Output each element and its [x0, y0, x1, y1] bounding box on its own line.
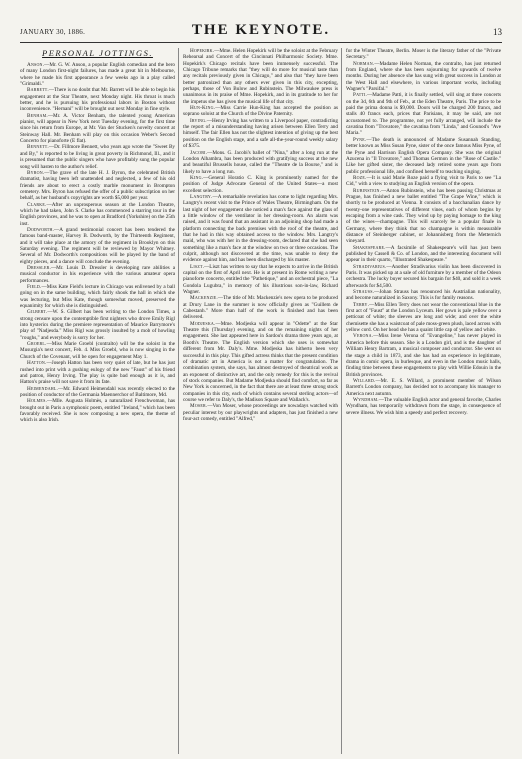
jotting-text: —Mr. Louis D. Dressler is developing rare abilities a musical conductor in his experience with the various amateur opera performances.: [20, 265, 175, 284]
jotting-name: Benham.: [27, 112, 48, 119]
jotting-text: —Henry Irving has written to a Liverpool paper, contradicting the report of a misunderstanding having arisen between Ellen Terry and himself. The fair Ellen has not the slightest intention of giving up the best position on the English stage, and a safe all-the-year-round weekly salary of $375.: [183, 117, 338, 150]
jotting-item: [20, 202, 175, 227]
jotting-item: [20, 360, 175, 385]
jotting-text: —Madame Helen Norman, the contralto, has just returned from England, where she has been sojourning for upwards of twelve months. During her absence she has sung with great success in London at the West Hall and elsewhere, in various important works, including Wagner's "Parsifal.": [346, 60, 501, 93]
jotting-text: —The title of Mr. Mackenzie's new opera to be produced at Drury Lane in the summer is now officially given as "Guillem de Cabestanh." More than half of the work is finished and has been delivered.: [183, 295, 338, 321]
jotting-text: —Mr. G. W. Anson, a popular English comedian and the bero of many London first-night failures, has made a great hit in Melbourne, where he made his first appearance a few weeks ago in a play called "Grimaldi.": [20, 62, 175, 88]
jotting-text: —Miss Kate Field's lecture in Chicago was enlivened by a ball going on in the same building, which fairly shook the hall in which she was lecturing, but Miss Kate, though somewhat moved, preserved the equanimity for which she is distinguished.: [20, 284, 175, 310]
jotting-name: Liszt.: [190, 263, 205, 270]
column-divider: [341, 48, 342, 754]
jotting-text: —After an unprosperous season at the London Theatre, which he had taken, John S. Clarke has commenced a starring tour in the English provinces, and he was to open at Bradford (Yorkshire) on the 25th inst.: [20, 201, 175, 227]
column-3: [346, 48, 501, 754]
jotting-item: [20, 265, 175, 284]
column-divider: [178, 48, 179, 754]
jotting-text: —Mr. Edward Heimendahl was recently elected to the position of conductor of the Germania Maennerchor of Baltimore, Md.: [20, 385, 175, 398]
jotting-name: Langtry.: [190, 193, 213, 200]
jotting-name: Field.: [27, 284, 42, 291]
jotting-item: [20, 386, 175, 399]
jotting-name: Patti.: [353, 92, 368, 99]
jotting-name: Holmes.: [27, 398, 47, 405]
jotting-name: Shakespeare.: [353, 244, 386, 251]
jotting-name: Dressler.: [27, 265, 51, 271]
column-1: [20, 48, 175, 754]
jotting-text: for the Winter Theatre, Berlin. Moser is the literary father of the "Private Secretary.": [346, 48, 501, 61]
jotting-item: [346, 302, 501, 334]
jotting-text: —Von Moser, whose proceedings are nowadays watched with peculiar interest by our playwrights and adapters, has just finished a new four-act comedy, entitled "Alfred,": [183, 403, 338, 422]
jotting-name: Gilbert.: [27, 309, 48, 316]
jotting-item: [346, 397, 501, 416]
jotting-name: Strauss.: [353, 289, 375, 296]
jotting-text: —Miss Irene Verona of "Evangeline," has never played in America before this season. She is a London girl, and is the daughter of William Henry Bartram, a musical composer and conductor. She went on the stage a child in 1873, and she has had an experience in legitimate, drama in comic opera, in burlesque, and even in the London music halls, finding time between these engagements to play with Willie Edouin in the British provinces.: [346, 333, 501, 378]
issue-date: JANUARY 30, 1886.: [20, 28, 86, 36]
jotting-item: [20, 398, 175, 423]
jotting-name: Hopekirk.: [190, 48, 215, 54]
jotting-name: Pyne.: [353, 136, 367, 143]
jotting-text: —W. S. Gilbert has been writing to the London Times, a strong censure upon the contemptible first nighters who drove Emily Rigl into hysterics during the premiere representation of Maurice Barrymore's play of "Nadjesda." Miss Rigl was grossly insulted by a mob of howling "roughs," and everybody is sorry for her.: [20, 309, 175, 341]
jotting-text: —A facsimile of Shakespeare's will has just been published by Cassell & Co. of London, and the interesting document will appear in their quarto, "Illustrated Shakespeare.": [346, 244, 501, 264]
jotting-name: Hun-King.: [190, 105, 216, 112]
jotting-item: [183, 48, 338, 105]
jotting-item: [183, 321, 338, 403]
jotting-text: —Mr. A. Victor Benham, the talented young American pianist, will appear in New York next Tuesday evening, for the first time since his return from Europe, at Mr. Van der Stucken's novelty concert at Steinway Hall. Mr. Benham will play on this occasion Weber's Second Concerto for pianoforte (E flat).: [20, 112, 175, 145]
jotting-text: —Mme. Modjeska will appear in "Odette" at the Star Theatre this (Thursday) evening, and on the remaining nights of her engagement. She last appeared here in Sardou's drama three years ago, at Booth's Theatre. The English version which she uses is somewhat different from Mr. Daly's. Mme. Modjeska has hitherto been very successful in this play. This gifted actress thinks that the present condition of dramatic art in America is not a matter for congratulation. The combination system, she says, has almost destroyed of theatrical work as an exponent of distinctive art, and the only remedy for this is the revival of stock companies. But Madame Modjeska should find comfort, so far as New York is concerned, in the fact that there are at least three strong stock companies in this city, each of which contains several sterling actors—of course we refer to Daly's, the Madison Square and Wallack's.: [183, 320, 338, 403]
jotting-text: —Joseph Hatton has been very quiet of late, but he has just rushed into print with a gushing eulogy of the new "Faust" of his friend and patron, Henry Irving. The play is quite bad enough as it is, and Hatton's praise will not save it from its fate.: [20, 360, 175, 386]
jotting-item: [346, 289, 501, 302]
jotting-name: Stradivarius.: [353, 263, 387, 270]
jotting-name: Terry.: [353, 301, 370, 308]
jotting-text: —Dr. Fillmore Bennett, who years ago wrote the "Sweet By and By," is reported to be living in great poverty in Richmond, Ill., and it is presumed that the public singers who have profitably sung the popular song will hasten to the author's relief.: [20, 144, 175, 170]
jotting-name: Anson.: [27, 62, 45, 68]
jotting-name: Byron.: [27, 169, 45, 176]
jotting-text: —It is said Marie Roze paid a flying visit to Paris to see "La Cid," with a view to studying an English version of the opera.: [346, 174, 501, 188]
jotting-text: —Anton Rubinstein, who has been passing Christmas at Prague, has finished a new ballet entitled "The Grape Wine," which is shortly to be produced at Vienna. It consists of a bacchanalian dance by twenty-one representatives of different vines, each of whom begins by escaping from a wine cask. They wind up by paying homage to the king of the wines—champagne. This will scarcely be a popular finale in Germany, where they think that no champagne is within measurable distance of Steinberger cabinet, or Johannisberg from the Metternich vineyard.: [346, 187, 501, 245]
jotting-name: Willard.: [353, 377, 376, 384]
jotting-item: [346, 188, 501, 245]
jotting-item: [346, 378, 501, 397]
jotting-text: —The valuable English actor and general favorite, Charles Wyndham, has temporarily withdrawn from the stage, in consequence of severe illness. We wish him a speedy and perfect recovery.: [346, 396, 501, 416]
jotting-item: [20, 87, 175, 112]
jotting-item: [183, 295, 338, 320]
jotting-item: [346, 245, 501, 264]
column-2: [183, 48, 338, 754]
jotting-text: —Liszt has written to say that he expects to arrive in the British capital on the first of April next. He is at present in Rome writing a new pianoforte concerto, entitled the "Pathetique," and an orchestral piece, "La Gondola Lugubra," in memory of his illustrious son-in-law, Richard Wagner.: [183, 263, 338, 296]
jotting-item: [20, 309, 175, 341]
jotting-text: —Mlle. Augusta Holmès, a naturalized Frenchwoman, has brought out in Paris a symphonic poem, entitled "Ireland," which has been favorably received. She is now composing a new opera, the theme of which is also Irish.: [20, 398, 175, 424]
section-title: PERSONAL JOTTINGS.: [42, 48, 153, 58]
jotting-text: —Another Stradivarius violin has been discovered in Paris. It was picked up at a sale of old furniture by a member of the Odeon orchestra. The lucky buyer secured his bargain for $40, and sold it a week afterwards for $4,500.: [346, 263, 501, 289]
jotting-name: Heimendahl.: [27, 385, 59, 392]
jotting-text: —A grand testimonial concert has been tendered the famous band-master, Harvey B. Dodworth, by the Thirteenth Regiment, and it will take place at the armory of the regiment in Brooklyn on this Saturday evening. The regiment will be reviewed by Mayor Whitney. Several of Mr. Dodworth's compositions will be played by the band of eighty pieces, and a dance will conclude the evening.: [20, 226, 175, 265]
jotting-item: [20, 113, 175, 145]
jotting-text: —Johan Strauss has renounced his Austrialian nationality, and become naturalized in Saxony. This is for family reasons.: [346, 289, 501, 302]
jotting-name: Wyndham.: [353, 396, 379, 403]
jotting-text: —The death is announced of Madame Susannah Standing, better known as Miss Susan Pyne, sister of the once famous Miss Pyne, of the Pyne and Harrison English Opera Company. She was the original Azucena in "Il Trovatore," and Thomas Germon in the "Rose of Castile." Like her gifted sister, the deceased lady retired some years ago from public professional life, and confined herself to teaching singing.: [346, 136, 501, 175]
jotting-text: —There is no doubt that Mr. Barrett will be able to begin his engagement at the Star Theatre, next Monday night. His throat is much better, and he is pursuing his professional labors in Boston without inconvenience. "Hernani" will be brought out next Monday in fine style.: [20, 87, 175, 113]
jotting-item: [183, 105, 338, 118]
jotting-item: [183, 175, 338, 194]
jotting-item: [346, 175, 501, 188]
page-header: [20, 22, 502, 42]
jotting-item: [183, 264, 338, 296]
header-rule: [20, 42, 502, 43]
jotting-name: Clarke.: [27, 201, 47, 208]
jotting-item: [346, 333, 501, 377]
jotting-name: Jacobi.: [190, 149, 208, 156]
jotting-item: [346, 264, 501, 289]
jotting-item: [183, 118, 338, 150]
page-number: 13: [493, 27, 502, 37]
jotting-item: [183, 194, 338, 264]
jotting-item: [20, 170, 175, 202]
jotting-item: [20, 227, 175, 265]
jotting-name: Rubinstein.: [353, 187, 382, 194]
jotting-item: [346, 48, 501, 61]
jotting-name: Dodworth.: [27, 226, 55, 233]
jotting-name: Hatton.: [27, 360, 47, 367]
jotting-name: Mackenzie.: [190, 295, 218, 302]
jotting-item: [183, 403, 338, 422]
jotting-name: Verona.: [353, 333, 374, 340]
jotting-item: [346, 92, 501, 136]
jotting-text: —General Horatio C. King is prominently named for the position of Judge Advocate General of the United States—a most excellent selection.: [183, 174, 338, 194]
jotting-text: —Mons. G. Jacobi's ballet of "Nina," after a long run at the London Alhambra, has been produced with gratifying success at the new and beautiful Brussells house, called the "Theatre de la Bourse," and is likely to have a long run.: [183, 149, 338, 175]
jotting-text: —The grave of the late H. J. Byron, the celebrated British dramatist, having been left unattended and neglected, a few of his old friends are about to erect a costly marble monument in Brompton cemetery. Mrs. Byron has refused the offer of a public subscription on her behalf, as her husband's copyrights are worth $5,000 per year.: [20, 169, 175, 202]
jotting-item: [20, 341, 175, 360]
jotting-text: —Mme. Helen Hopekirk will be the soloist at the February Rehearsal and Concert of the Cincinnati Philharmonic Society. Mme. Hopekirk's Chicago recitals have been immensely successful. The Chicago Tribune remarks that "they will do more for musical taste than any recitals previously given in Chicago," and also that "they have been better patronized than any others ever given in this city, excepting, perhaps, those of Von Bulow and Rubinstein. The Milwaukee press is unanimous in its praise of Mme. Hopekirk, and in its gratitude to her for the impetus she has given the musical life of that city.: [183, 48, 338, 105]
jotting-name: Roze.: [353, 174, 367, 181]
jotting-name: Barrett.: [27, 87, 49, 94]
jotting-item: [183, 150, 338, 175]
jotting-item: [20, 144, 175, 169]
jotting-name: Moser.: [190, 403, 208, 410]
jotting-item: [346, 61, 501, 93]
jotting-name: King.: [190, 174, 204, 181]
masthead-title: THE KEYNOTE.: [191, 22, 331, 38]
jotting-text: —Miss Carrie Hun-King has accepted the position as soprano soloist at the Church of the Divine Paternity.: [183, 105, 338, 118]
jotting-name: Bennett.: [27, 144, 49, 151]
jotting-item: [346, 137, 501, 175]
jotting-text: —A remarkable revelation has come to light regarding Mrs. Langtry's recent visit to the Prince of Wales Theatre, Birmingham. On the last night of her engagement she noticed a man's face against the glass of a little window of the ventilator in her dressing-room. An alarm was raised, and it was found that an assistant in an adjoining shop had made a platform connecting the back premises with the roof of the theatre, and that he had in this way obtained access to the window. Mrs. Langtry's maid, who was with her in the dressing-room, declared that she had seen something like a man's face at the window on two or three occasions. The culprit, although not discovered at the time, was unable to deny the evidence against him, and has been discharged by his master.: [183, 193, 338, 264]
jotting-text: —Miss Ellen Terry does not wear the conventional blue in the first act of "Faust" at the London Lyceum. Her gown is pale yellow over a petticoat of white; the sleeves are long and wide; and over the white chemisette she has a waistcoat of pale moss-green plush, laced across with yellow cord. On her head she has a quaint little cap of yellow and white.: [346, 301, 501, 334]
jotting-name: Norman.: [353, 60, 375, 67]
jotting-text: —Madame Patti, it is finally settled, will sing at three concerts on the 3d, 6th and 9th of Feb., at the Eden Theatre, Paris. The price to be paid the prima donna is $9,000. Doors will be charged 200 francs, and stalls 40 francs each, prices that Parisians, it may be said, are not accustomed to. The programme, not yet fully arranged, will include the cavatina from "Trovatore," the cavatina from "Linda," and Gounod's "Ave Maria.": [346, 92, 501, 137]
jotting-item: [20, 284, 175, 309]
jotting-text: —Mr. E. S. Willard, a prominent member of Wilson Barrett's London company, has decided not to accompany his manager to America next autumn.: [346, 377, 501, 397]
jotting-name: Modjeska.: [190, 320, 216, 327]
jotting-name: Groebl.: [27, 341, 47, 348]
jotting-name: Irving.: [190, 117, 207, 124]
jotting-text: —Miss Marie Groebl (contralto) will be the soloist in the Musurgia's next concert, Feb. 4. Miss Groebl, who is now singing in the Church of the Covenant, will be open for engagement May 1.: [20, 341, 175, 360]
jotting-item: [20, 62, 175, 87]
